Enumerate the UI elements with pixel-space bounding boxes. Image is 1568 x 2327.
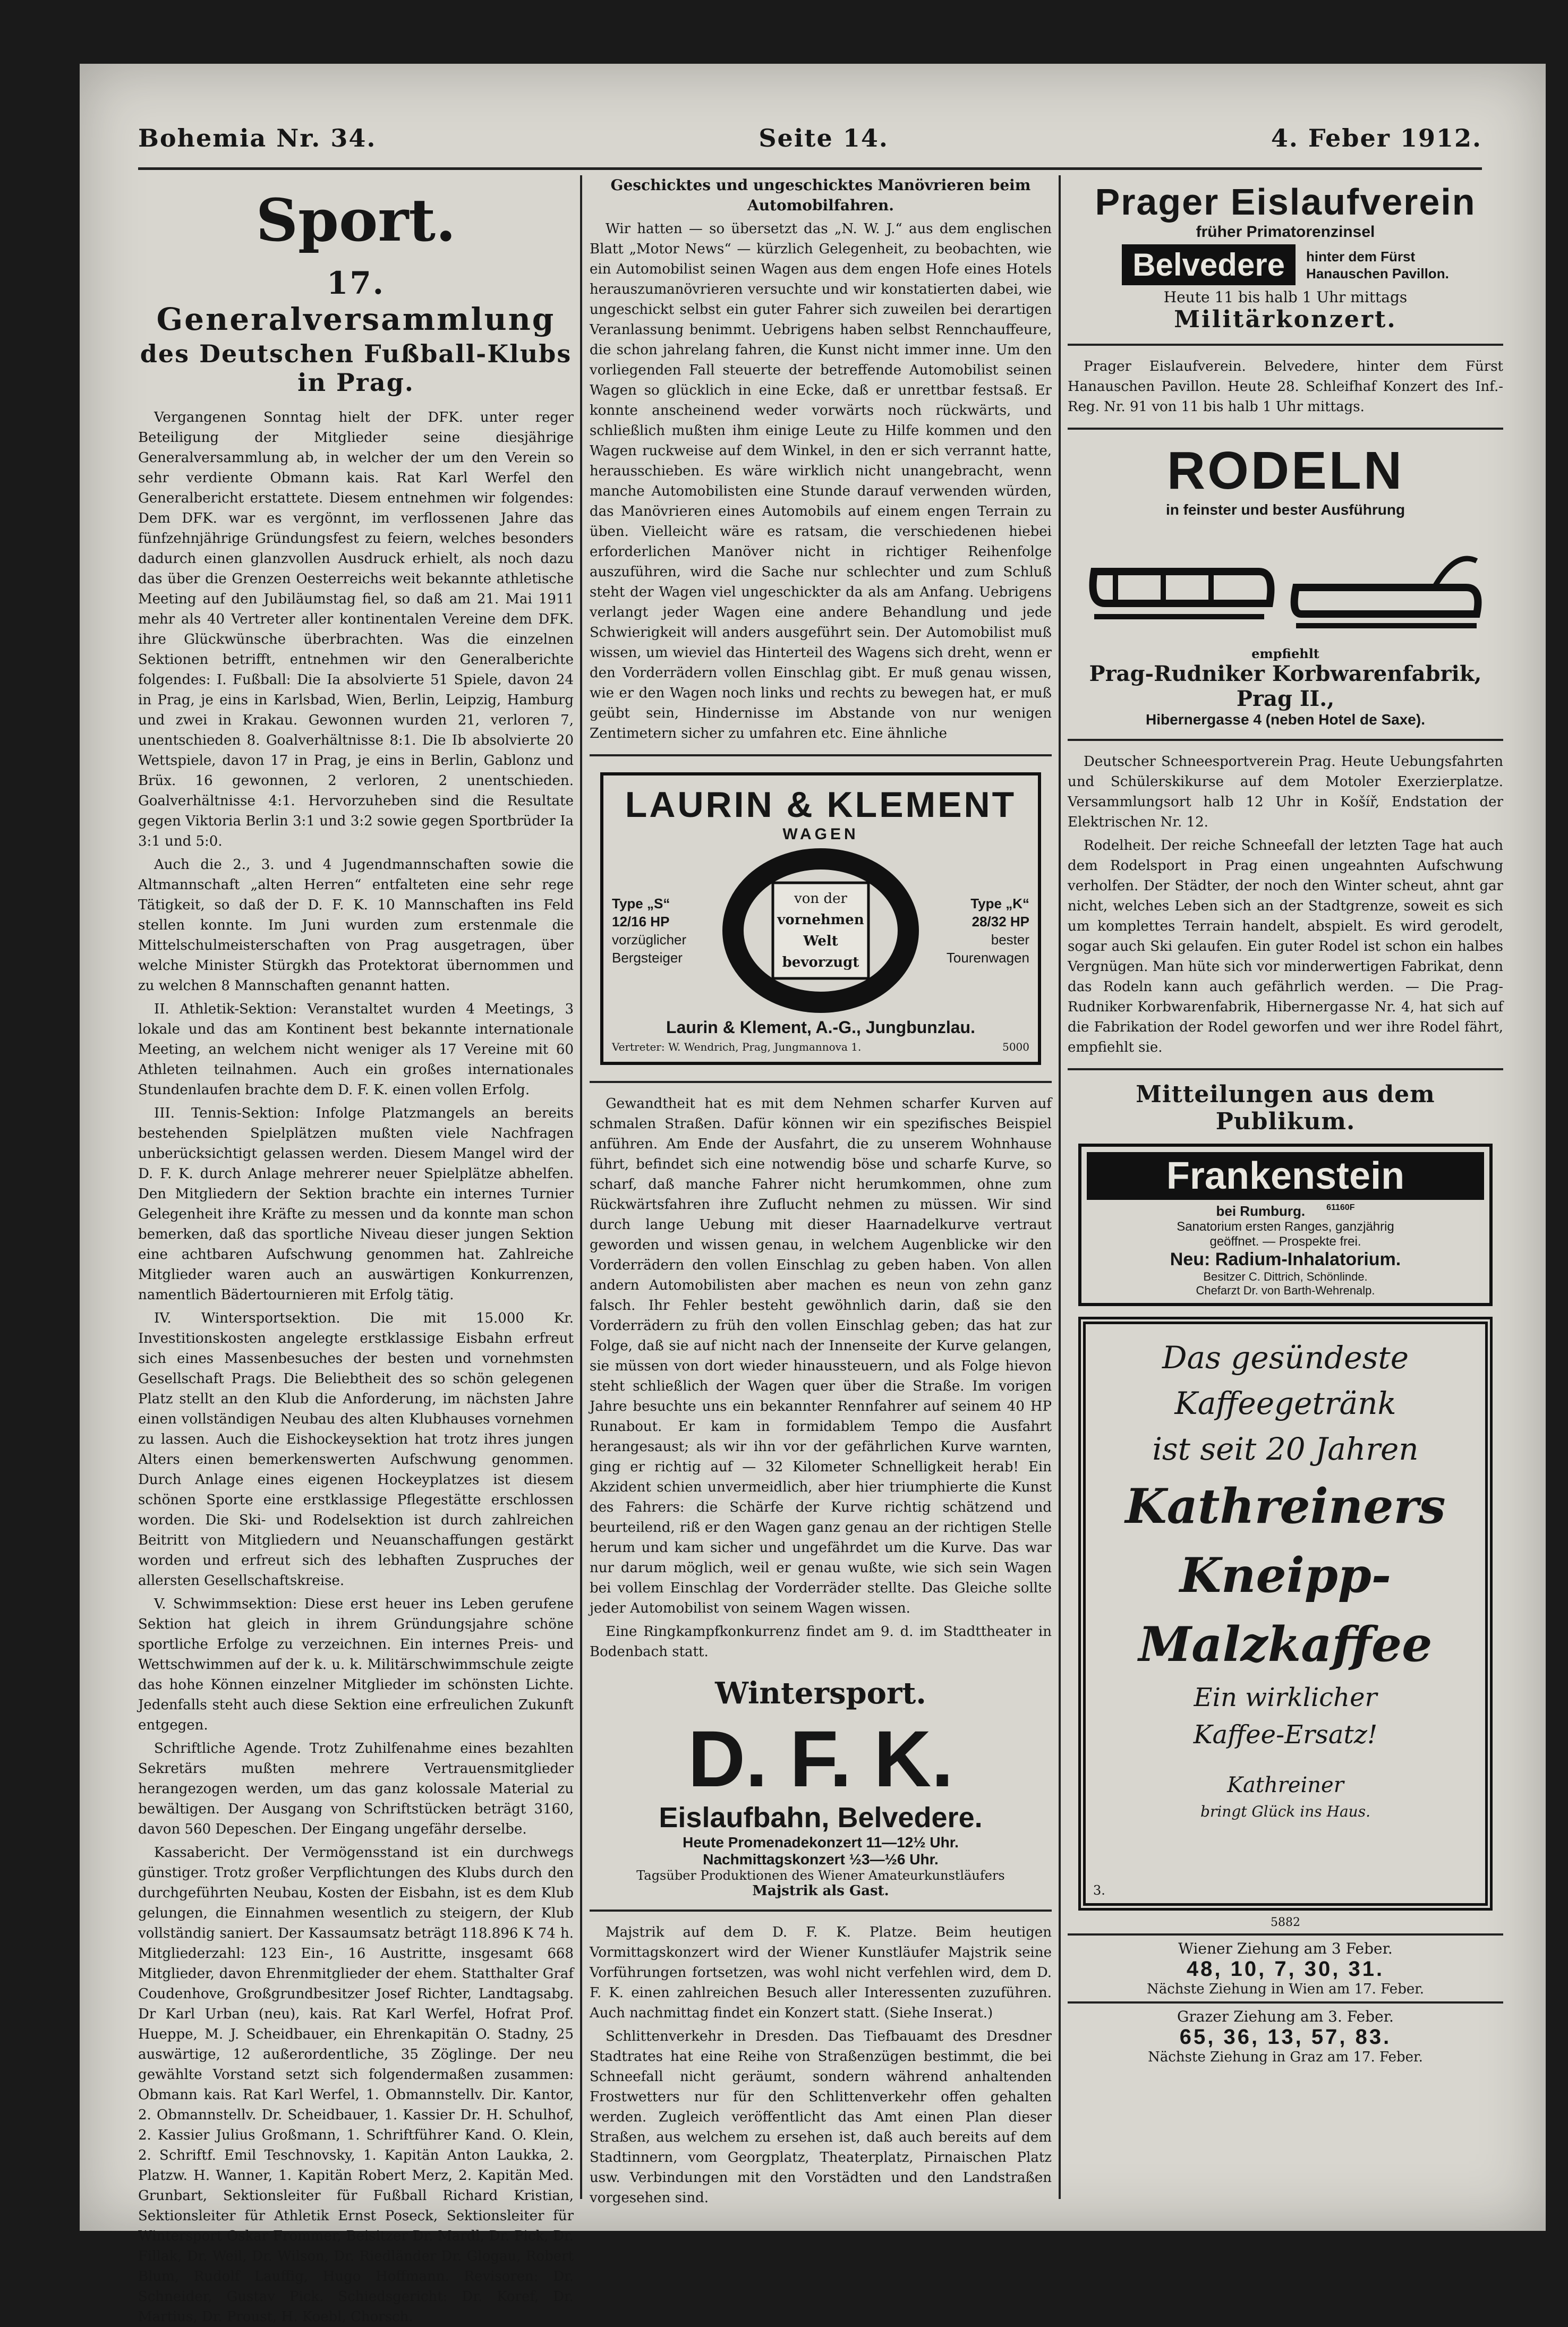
mitteilungen-heading: Mitteilungen aus dem Publikum.	[1136, 1081, 1435, 1135]
frankenstein-line3: Neu: Radium-Inhalatorium.	[1170, 1249, 1401, 1269]
frankenstein-line2: geöffnet. — Prospekte frei.	[1209, 1234, 1361, 1249]
divider	[1068, 428, 1503, 430]
ev-right-1: hinter dem Fürst	[1306, 248, 1416, 265]
dfk-line4: Majstrik als Gast.	[752, 1883, 889, 1899]
rodeln-sub: in feinster und bester Ausführung	[1165, 501, 1405, 518]
divider	[1068, 739, 1503, 741]
article-subheading: des Deutschen Fußball-Klubs in Prag.	[140, 339, 572, 397]
article-paragraph: Vergangenen Sonntag hielt der DFK. unter reger Beteiligung der Mitglieder seine diesjährige Generalversammlung ab, in welcher der um den Verein so sehr verdiente Obmann kais. Rat Karl Werfel den Generalbericht erstattete. Diesem entnehmen wir folgendes: Dem DFK. war es vergönnt, im verflossenen Jahre das fünfzehnjährige Gründungsfest zu feiern, welches besonders dadurch einen glanzvollen Ausdruck erhielt, als noch dazu das über die Grenzen Oesterreichs weit bekannte athletische Meeting auf den Jubiläumstag fiel, so daß am 21. Mai 1911 mehr als 40 Vertreter aller kontinentalen Vereine dem DFK. ihre Glückwünsche überbrachten. Was die einzelnen Sektionen betrifft, entnehmen wir den Generalberichte folgendes: I. Fußball: Die Ia absolvierte 51 Spiele, davon 24 in Prag, je eins in Karlsbad, Wien, Berlin, Leipzig, Hamburg und zwei in Krakau. Gewonnen wurden 21, verloren 7, unentschieden 8. Goalverhältnisse 8:1. Die Ib absolvierte 20 Wettspiele, davon 17 in Prag, je eins in Berlin, Gablonz und Brüx. 16 gewonnen, 2 verloren, 2 unentschieden. Goalverhältnisse 4:1. Hervorzuheben sind die Resultate gegen Viktoria Berlin 3:1 und 3:2 sowie gegen Sportbrüder Ia 3:1 und 5:0.	[138, 410, 574, 849]
ad-right-desc: bester	[991, 932, 1029, 948]
ev-row	[1068, 244, 1503, 285]
dfk-line1: Heute Promenadekonzert 11—12½ Uhr.	[683, 1834, 959, 1851]
wintersport-title: Wintersport.	[715, 1676, 926, 1711]
ev-belvedere: Belvedere	[1122, 244, 1296, 285]
kathreiner-ad	[1078, 1317, 1493, 1911]
ad-footer: Laurin & Klement, A.-G., Jungbunzlau.	[666, 1018, 975, 1037]
lotto-graz	[1068, 2008, 1503, 2065]
kathreiner-code: 3.	[1093, 1883, 1105, 1898]
column-divider	[580, 175, 582, 2199]
lotto-wien	[1068, 1940, 1503, 1997]
ad-brand: LAURIN & KLEMENT	[625, 785, 1017, 825]
kathreiner-l7: Ein wirklicher	[1194, 1683, 1377, 1712]
frankenstein-line1: Sanatorium ersten Ranges, ganzjährig	[1177, 1220, 1394, 1234]
eislaufverein-ad	[1068, 181, 1503, 333]
ad-center-4: bevorzugt	[782, 954, 859, 970]
article-paragraph: Eine Ringkampfkonkurrenz findet am 9. d. im Stadttheater in Bodenbach statt.	[590, 1624, 1052, 1660]
article-paragraph: Kassabericht. Der Vermögensstand ist ein durchwegs günstiger. Trotz großer Verpflichtungen des Klubs durch den durchgeführten Neubau, Kosten der Eisbahn, ist es dem Klub gelungen, die Einnahmen wesentlich zu steigern, der Klub vollständig saniert. Der Kassaumsatz beträgt 118.896 K 74 h. Mitgliederzahl: 123 Ein-, 16 Austritte, insgesamt 668 Mitglieder, davon Ehrenmitglieder der ehem. Statthalter Graf Coudenhove, Großgrundbesitzer Josef Richter, Landtagsabg. Dr Karl Urban (neu), kais. Rat Karl Werfel, Hofrat Prof. Hueppe, M. J. Scheidbauer, ein Ehrenkapitän O. Stadny, 25 auswärtige, 12 außerordentliche, 35 Zöglinge. Der neu gewählte Vorstand setzt sich folgendermaßen zusammen: Obmann kais. Rat Karl Werfel, 1. Obmannstellv. Dir. Kantor, 2. Obmannstellv. Dr. Scheidbauer, 1. Kassier Dr. H. Schulhof, 2. Kassier Julius Großmann, 1. Schriftführer Kand. O. Klein, 2. Schriftf. Emil Teschnovsky, 1. Kapitän Anton Laukka, 2. Platzw. H. Wanner, 1. Kapitän Robert Merz, 2. Kapitän Med. Grunbart, Sektionsleiter für Fußball Richard Kristian, Sektionsleiter für Athletik Ernst Poseck, Sektionsleiter für Wintersport Oskar Frommer, Beisitzer Dr. Mardl, Dr. Pick, Dr. Fillak, Dr. Weil, Dr. Wilson, Dr. Riedländer Dr. Glogau, Robert Blum, Rudolf Lauffig, Hugo Hoffmann. Revisoren: Dr. Schneider, Gustav Pick. Schiedsgericht: Dr. Koref, Dr. Martius, Dr. Proust, H. Koebl, Chorsch.	[138, 1845, 574, 2325]
lotto-graz-next: Nächste Ziehung in Graz am 17. Feber.	[1148, 2049, 1423, 2065]
newspaper-page	[80, 64, 1546, 2325]
ad-left-desc: vorzüglicher	[612, 932, 687, 948]
ad-right-hp: 28/32 HP	[972, 914, 1029, 930]
lotto-wien-title: Wiener Ziehung am 3 Feber.	[1178, 1940, 1393, 1957]
header-issue: Bohemia Nr. 34.	[138, 124, 377, 152]
article-paragraph: Auch die 2., 3. und 4 Jugendmannschaften sowie die Altmannschaft „alten Herren“ entfalteten eine sehr rege Tätigkeit, so daß der D. F. K. 10 Mannschaften ins Feld stellen konnte. Im Juni wurden zum erstenmale die Mittelschulmeisterschaften von Prag ausgetragen, über welche Minister Stürgkh das Protektorat übernommen und zu welchen 8 Mannschaften genannt hatten.	[138, 857, 574, 994]
frankenstein-code: 61160F	[1326, 1203, 1355, 1212]
ad-right-type: Type „K“	[970, 896, 1029, 911]
ad-center-2: vornehmen	[777, 912, 864, 928]
ad-code: 5000	[1002, 1041, 1029, 1053]
kathreiner-l9: Kathreiner	[1227, 1773, 1344, 1797]
sport-title: Sport.	[255, 186, 456, 254]
lotto-graz-numbers: 65, 36, 13, 57, 83.	[1179, 2025, 1392, 2049]
dfk-ad	[590, 1716, 1052, 1899]
frankenstein-title: Frankenstein	[1087, 1152, 1484, 1200]
article-paragraph: Schlittenverkehr in Dresden. Das Tiefbauamt des Dresdner Stadtrates hat eine Reihe von Straßenzügen bestimmt, die bei Schneefall nicht geräumt, sondern während anhaltenden Frostwetters nur für den Schlittenverkehr offen gehalten werden. Zugleich veröffentlicht das Amt einen Plan dieser Straßen, aus welchem zu ersehen ist, daß auch bereits auf dem Stadtinnern, vom Georgplatz, Theaterplatz, Pirnaischen Platz usw. Verbindungen mit den Vorstädten und den Landstraßen vorgesehen sind.	[590, 2028, 1052, 2206]
ev-line1: Heute 11 bis halb 1 Uhr mittags	[1163, 288, 1408, 306]
article-paragraph: Gewandtheit hat es mit dem Nehmen scharfer Kurven auf schmalen Straßen. Dafür können wir ein spezifisches Beispiel anführen. Am Ende der Ausfahrt, die zu unserem Wohnhause führt, befindet sich eine notwendig böse und scharfe Kurve, so scharf, daß manche Fahrer nicht herumkommen, ohne zum Rückwärtsfahren ihre Zuflucht nehmen zu müssen. Wir sind durch lange Uebung mit dieser Haarnadelkurve vertraut geworden und wissen genau, in welchem Augenblicke wir den Vorderrädern den vollen Einschlag zu geben haben. Von allen andern Automobilisten aber machen es neun von zehn ganz falsch. Ihr Fehler besteht gewöhnlich darin, daß sie den Vorderrädern zu früh den vollen Einschlag geben; das hat zur Folge, daß sie auf nicht nach der Innenseite der Kurve gelangen, sie müssen von dort wieder hinaussteuern, und als Folge hievon steht schließlich der Wagen quer über die Straße. Im vorigen Jahre besuchte uns ein bekannter Rennfahrer auf seinem 40 HP Runabout. Er kam in formidablem Tempo die Ausfahrt herangesaust; als wir ihn vor der gefährlichen Kurve warnten, ging er richtig auf — 32 Kilometer Schnelligkeit herab! Ein Akzident schien unvermeidlich, aber hier triumphierte die Kunst des Fahrers: die Schärfe der Kurve richtig schätzend und beurteilend, riß er den Wagen ganz genau an der richtigen Stelle herum und kam sicher und ungefährdet um die Kurve. Das war nur darum möglich, weil er genau wußte, wie sich sein Wagen bei vollem Einschlag der Vorderräder stellte. Das Gleiche sollte jeder Automobilist von seinem Wagen wissen.	[590, 1096, 1052, 1616]
ev-right	[1306, 248, 1449, 282]
article-paragraph: Schriftliche Agende. Trotz Zuhilfenahme eines bezahlten Sekretärs mußten mehrere Vertrauensmitglieder herangezogen werden, um das ganz kolossale Material zu bewältigen. Der Ausgang von Schriftstücken beträgt 3160, davon 560 Depeschen. Der Eingang ungefähr derselbe.	[138, 1741, 574, 1837]
article-paragraph: Wir hatten — so übersetzt das „N. W. J.“ aus dem englischen Blatt „Motor News“ — kürzlich Gelegenheit, zu beobachten, wie ein Automobilist seinen Wagen aus dem engen Hofe eines Hotels herauszumanövrieren versuchte und wir konstatierten dabei, wie ungeschickt selbst ein guter Fahrer sich zuweilen bei derartigen Veranlassung benimmt. Uebrigens haben selbst Rennchauffeure, die schon jahrelang fahren, die Kunst nicht immer inne. Um den vorliegenden Fall steuerte der betreffende Automobilist seinen Wagen so glücklich in eine Ecke, daß er unrettbar festsaß. Er konnte anscheinend weder vorwärts noch rückwärts, und schließlich mußten ihm einige Leute zu Hilfe kommen und den Wagen ruckweise auf dem Winkel, in den er sich verrannt hatte, herausschieben. Es wäre wirklich nicht unangebracht, wenn manche Automobilisten eine Stunde darauf verwenden würden, das Manövrieren eines Automobils auf einem engen Terrain zu üben. Vielleicht wäre es ratsam, die verschiedenen hiebei erforderlichen Manöver nicht in richtiger Reihenfolge auszuführen, wird die Sache nur schlechter und zum Schluß steht der Wagen viel ungeschickter da als am Anfang. Uebrigens verlangt jeder Wagen eine andere Behandlung und jede Schwierigkeit will anders ausgeführt sein. Der Automobilist muß wissen, um wieviel das Hinterteil des Wagens sich dreht, wenn er den Vorderrädern vollen Einschlag gibt. Er muß genau wissen, wie er den Wagen noch links und rechts zu bewegen hat, er muß geübt sein, Hindernisse im Abstande von nur wenigen Zentimetern sicher zu umfahren etc. Eine ähnliche	[590, 221, 1052, 741]
column-middle	[590, 175, 1052, 2210]
divider	[1068, 2001, 1503, 2004]
dfk-line3: Tagsüber Produktionen des Wiener Amateurkunstläufers	[636, 1868, 1005, 1883]
kathreiner-l6: Malzkaffee	[1138, 1616, 1433, 1673]
frankenstein-sub: bei Rumburg.	[1216, 1203, 1306, 1219]
dfk-line2: Nachmittagskonzert ½3—½6 Uhr.	[703, 1851, 939, 1868]
divider	[1068, 344, 1503, 346]
divider	[1068, 1933, 1503, 1936]
steering-wheel-icon	[725, 851, 916, 1010]
ev-title: Prager Eislaufverein	[1095, 181, 1476, 223]
ad-code-5882: 5882	[1271, 1916, 1300, 1929]
page-header	[138, 117, 1482, 159]
divider	[590, 1910, 1052, 1912]
rodeln-address: Hibernergasse 4 (neben Hotel de Saxe).	[1146, 711, 1425, 728]
article-paragraph: II. Athletik-Sektion: Veranstaltet wurden 4 Meetings, 3 lokale und das am Kontinent best bekannte internationale Meeting, an welchem nicht weniger als 17 Vereine mit 60 Athleten teilnahmen. Auch ein großes internationales Stundenlaufen brachte dem D. F. K. einen vollen Erfolg.	[138, 1001, 574, 1098]
ad-left-desc2: Bergsteiger	[612, 950, 683, 966]
kathreiner-l2: Kaffeegetränk	[1174, 1385, 1396, 1421]
divider	[590, 1081, 1052, 1083]
rodeln-firm: Prag-Rudniker Korbwarenfabrik, Prag II.,	[1089, 661, 1482, 711]
rodeln-ad	[1068, 440, 1503, 728]
notice-paragraph: Deutscher Schneesportverein Prag. Heute Uebungsfahrten und Schülerskikurse auf dem Motoler Exerzierplatze. Versammlungsort halb 12 Uhr in Košíř, Endstation der Elektrischen Nr. 12.	[1068, 754, 1503, 830]
ev-line2: Militärkonzert.	[1174, 306, 1397, 333]
laurin-klement-ad	[600, 772, 1041, 1065]
dfk-title: D. F. K.	[687, 1714, 954, 1803]
kathreiner-l8: Kaffee-Ersatz!	[1193, 1720, 1378, 1750]
divider	[590, 754, 1052, 756]
ad-left-hp: 12/16 HP	[612, 914, 670, 930]
ad-sub: WAGEN	[782, 825, 859, 843]
rodeln-empfiehlt: empfiehlt	[1251, 646, 1319, 661]
article-paragraph: V. Schwimmsektion: Diese erst heuer ins Leben gerufene Sektion hat gleich in ihrem Gründungsjahre schöne sportliche Erfolge zu verzeichnen. Ein internes Preis- und Wettschwimmen auf der k. u. k. Militärschwimmschule zeigte das hohe Können einzelner Mitglieder im schönsten Lichte. Jedenfalls steht auch diese Sektion eine erfreulichen Zukunft entgegen.	[138, 1596, 574, 1733]
header-date: 4. Feber 1912.	[1271, 124, 1482, 152]
ad-right-desc2: Tourenwagen	[946, 950, 1029, 966]
kathreiner-l3: ist seit 20 Jahren	[1152, 1431, 1419, 1467]
ad-center-text	[773, 888, 868, 973]
kathreiner-l1: Das gesündeste	[1162, 1340, 1409, 1376]
column-ads	[1068, 175, 1503, 2210]
ad-left	[612, 894, 718, 967]
divider	[1068, 1068, 1503, 1070]
dfk-sub: Eislaufbahn, Belvedere.	[659, 1802, 983, 1834]
ad-body	[612, 851, 1029, 1010]
lotto-graz-title: Grazer Ziehung am 3. Feber.	[1177, 2008, 1394, 2025]
rodeln-title: RODELN	[1166, 441, 1404, 500]
ad-center-1: von der	[794, 891, 847, 907]
kathreiner-l10: bringt Glück ins Haus.	[1200, 1803, 1370, 1820]
ad-center-3: Welt	[803, 933, 838, 949]
article-paragraph: Majstrik auf dem D. F. K. Platze. Beim heutigen Vormittagskonzert wird der Wiener Kunstläufer Majstrik seine Vorführungen fortsetzen, was wohl nicht verfehlen wird, dem D. F. K. einen zahlreichen Besuch aller Interessenten zuzuführen. Auch nachmittag findet ein Konzert statt. (Siehe Inserat.)	[590, 1924, 1052, 2021]
article-heading: 17. Generalversammlung	[156, 265, 556, 337]
article-paragraph: IV. Wintersportsektion. Die mit 15.000 Kr. Investitionskosten angelegte erstklassige Eisbahn erfreut sich eines Massenbesuches der besten und vornehmsten Gesellschaft Prags. Die Beliebtheit des so schön gelegenen Platz stellt an den Klub die Anforderung, im nächsten Jahre einen vollständigen Neubau des alten Klubhauses vornehmen zu lassen. Auch die Eishockeysektion hat trotz ihres jungen Alters einen bemerkenswerten Aufschwung genommen. Durch Anlage eines eigenen Hockeyplatzes ist diesem schönen Sporte eine erstklassige Pflegestätte erschlossen worden. Die Ski- und Rodelsektion ist durch zahlreichen Beitritt von Mitgliedern und Neuanschaffungen gestärkt worden und erfreut sich des lebhaften Zuspruches der allersten Gesellschaftskreise.	[138, 1310, 574, 1589]
frankenstein-sub-row	[1087, 1203, 1484, 1220]
lotto-wien-numbers: 48, 10, 7, 30, 31.	[1186, 1957, 1385, 1981]
article-heading-auto: Geschicktes und ungeschicktes Manövrieren beim Automobilfahren.	[610, 176, 1031, 214]
frankenstein-line4: Besitzer C. Dittrich, Schönlinde.	[1203, 1270, 1368, 1283]
ev-right-2: Hanauschen Pavillon.	[1306, 265, 1449, 282]
header-rule	[138, 167, 1482, 170]
kathreiner-l5: Kneipp-	[1179, 1547, 1392, 1604]
frankenstein-line5: Chefarzt Dr. von Barth-Wehrenalp.	[1196, 1284, 1375, 1297]
lotto-wien-next: Nächste Ziehung in Wien am 17. Feber.	[1146, 1981, 1425, 1997]
ev-sub: früher Primatorenzinsel	[1196, 223, 1375, 241]
ad-vertreter-row	[612, 1041, 1029, 1053]
ad-vertreter: Vertreter: W. Wendrich, Prag, Jungmannova 1.	[612, 1041, 862, 1053]
ad-left-type: Type „S“	[612, 896, 670, 911]
ad-right	[923, 894, 1029, 967]
sled-icon	[1084, 529, 1487, 635]
column-sport	[138, 175, 574, 2325]
column-divider	[1059, 175, 1061, 2199]
article-paragraph: III. Tennis-Sektion: Infolge Platzmangels an bereits bestehenden Spielplätzen mußten viele Nachfragen unberücksichtigt gelassen werden. Diesem Mangel wird der D. F. K. durch Anlage mehrerer neuer Spielplätze abhelfen. Den Mitgliedern der Sektion brachte ein internes Turnier Gelegenheit ihre Kräfte zu messen und da konnte man schon bemerken, daß das sportliche Niveau dieser jungen Sektion eine achtbaren Aufschwung genommen hat. Zahlreiche Mitglieder waren auch an auswärtigen Konkurrenzen, namentlich Bädertournieren mit Erfolg tätig.	[138, 1105, 574, 1303]
header-page: Seite 14.	[759, 124, 889, 152]
frankenstein-ad	[1078, 1144, 1493, 1306]
notice-paragraph: Prager Eislaufverein. Belvedere, hinter dem Fürst Hanauschen Pavillon. Heute 28. Schleifhaf Konzert des Inf.-Reg. Nr. 91 von 11 bis halb 1 Uhr mittags.	[1068, 359, 1503, 415]
kathreiner-l4: Kathreiners	[1125, 1478, 1446, 1535]
notice-paragraph: Rodelheit. Der reiche Schneefall der letzten Tage hat auch dem Rodelsport in Prag einen ungeahnten Aufschwung verholfen. Der Städter, der noch den Winter scheut, ahnt gar nicht, welches Leben sich an der Stadtgrenze, soweit es sich um komplettes Terrain handelt, abspielt. Es wird gerodelt, sogar auch Ski gelaufen. Ein guter Rodel ist schon ein halbes Vergnügen. Man hüte sich vor minderwertigen Fabrikat, denn das Rodeln kann auch gefährlich werden. — Die Prag-Rudniker Korbwarenfabrik, Hibernergasse Nr. 4, hat sich auf die Fabrikation der Rodel geworfen und wer ihre Rodel fährt, empfiehlt sie.	[1068, 838, 1503, 1055]
